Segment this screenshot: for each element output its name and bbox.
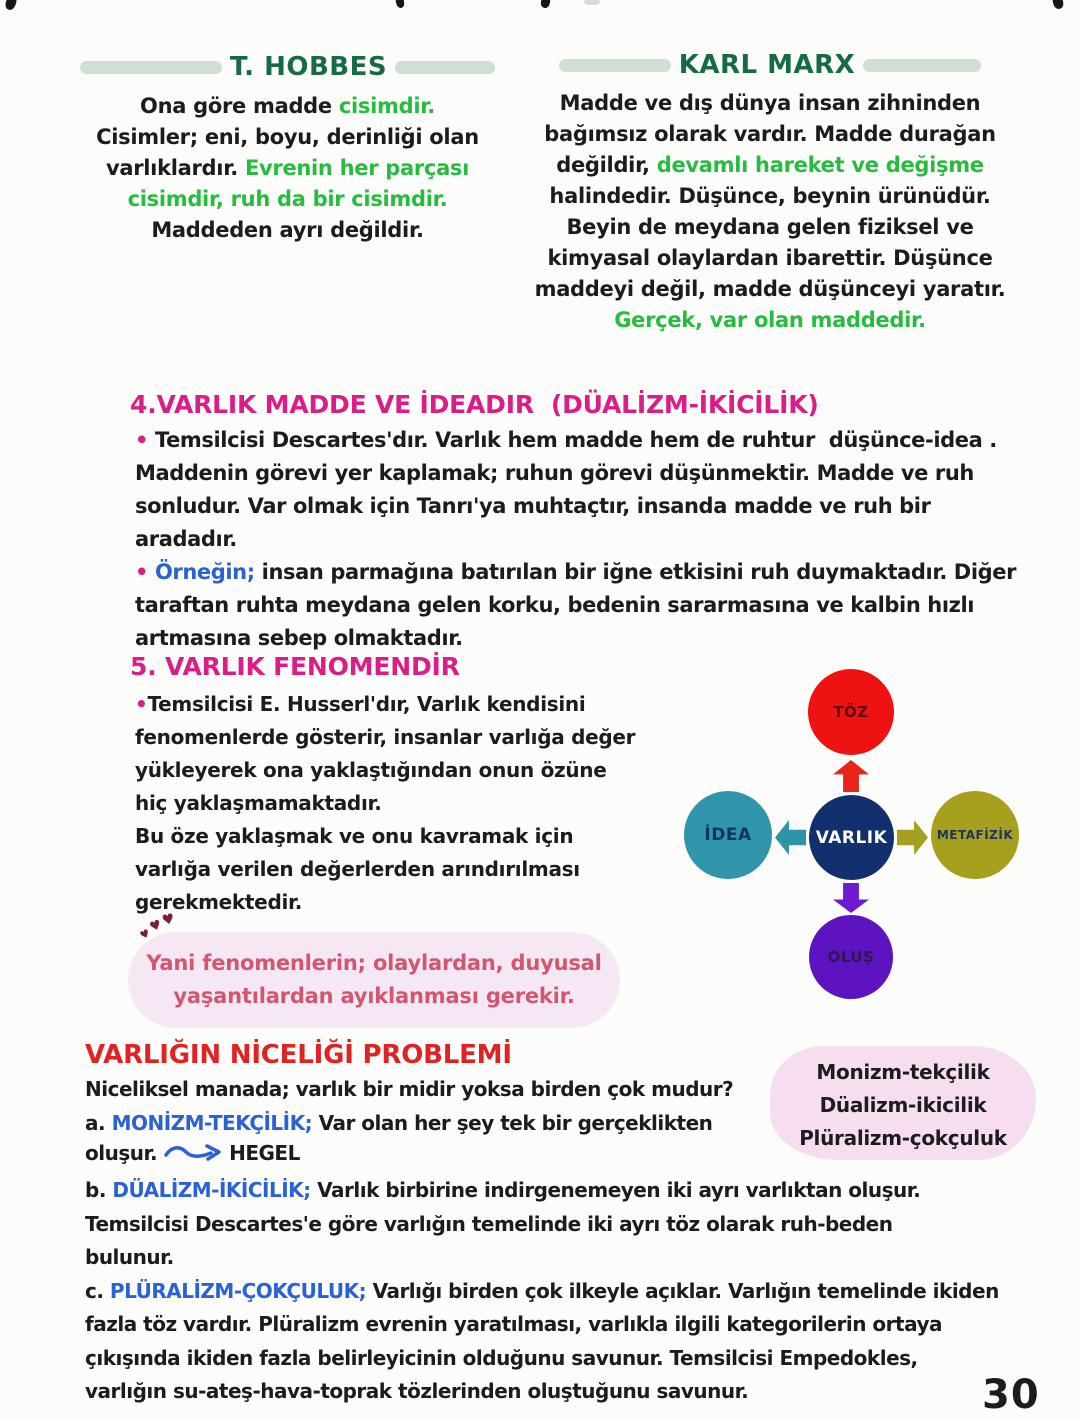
text-line bbox=[515, 88, 1025, 119]
text-line bbox=[135, 688, 635, 721]
text-segment: a. bbox=[85, 1110, 112, 1135]
heart-icon: ♥ bbox=[160, 910, 177, 930]
text-segment: cisimdir, ruh da bir cisimdir. bbox=[127, 187, 448, 211]
text-line bbox=[135, 589, 1016, 622]
text-segment: c. bbox=[85, 1278, 110, 1303]
text-line bbox=[135, 556, 1016, 589]
quantity-rest bbox=[85, 1174, 999, 1409]
text-line bbox=[85, 1174, 999, 1208]
text-segment: Monizm-tekçilik bbox=[816, 1060, 990, 1084]
isms-blob bbox=[770, 1046, 1036, 1160]
text-line bbox=[135, 754, 635, 787]
header-underline-right bbox=[395, 61, 495, 74]
text-segment: yaşantılardan ayıklanması gerekir. bbox=[173, 984, 575, 1008]
text-line bbox=[85, 1241, 999, 1275]
hegel-line-pre: oluşur. bbox=[85, 1141, 158, 1165]
text-segment: Madde ve dış dünya insan zihninden bbox=[559, 91, 981, 115]
text-segment: fenomenlerde gösterir, insanlar varlığa değer bbox=[135, 725, 636, 749]
text-line bbox=[55, 215, 520, 246]
text-line bbox=[515, 181, 1025, 212]
text-segment: Cisimler; eni, boyu, derinliği olan bbox=[96, 125, 479, 149]
diagram-node-idea bbox=[684, 791, 772, 879]
diagram-node-label: VARLIK bbox=[815, 827, 888, 848]
text-line bbox=[85, 1107, 733, 1141]
text-line bbox=[85, 1275, 999, 1309]
text-line bbox=[770, 1122, 1036, 1155]
text-segment: cisimdir. bbox=[338, 94, 435, 118]
text-segment: gerekmektedir. bbox=[135, 890, 303, 914]
arrow-right-icon bbox=[897, 820, 928, 855]
quantity-intro bbox=[85, 1073, 733, 1140]
text-segment: bulunur. bbox=[85, 1245, 174, 1269]
text-line bbox=[135, 424, 997, 457]
text-line bbox=[135, 820, 635, 853]
text-line bbox=[515, 274, 1025, 305]
heart-icon: ♥ bbox=[147, 917, 164, 936]
text-segment: varlıklardır. bbox=[105, 156, 245, 180]
text-line bbox=[55, 91, 520, 122]
text-line bbox=[135, 787, 635, 820]
text-line bbox=[135, 721, 635, 754]
text-line bbox=[85, 1342, 999, 1376]
hobbes-header bbox=[55, 52, 520, 82]
text-line bbox=[85, 1375, 999, 1409]
text-segment: devamlı hareket ve değişme bbox=[656, 153, 984, 177]
text-segment: Temsilcisi Descartes'e göre varlığın temelinde iki ayrı töz olarak ruh-beden bbox=[85, 1211, 893, 1236]
text-segment: • bbox=[135, 560, 155, 584]
text-segment: varlığın su-ateş-hava-toprak tözlerinden oluştuğunu savunur. bbox=[85, 1379, 749, 1403]
section5-heading: 5. VARLIK FENOMENDİR bbox=[130, 652, 460, 681]
stray-ink-mark bbox=[584, 0, 600, 5]
section4-paragraph-1 bbox=[135, 424, 997, 556]
hobbes-title: T. HOBBES bbox=[229, 52, 388, 82]
text-line bbox=[85, 1073, 733, 1107]
arrow-up-icon bbox=[833, 760, 869, 792]
text-segment: Maddeden ayrı değildir. bbox=[151, 218, 424, 242]
header-underline-right bbox=[863, 59, 981, 72]
text-segment: maddeyi değil, madde düşünceyi yaratır. bbox=[534, 277, 1006, 301]
section4-heading: 4.VARLIK MADDE VE İDEADIR (DÜALİZM-İKİCİLİK) bbox=[130, 390, 819, 419]
text-segment: Yani fenomenlerin; olaylardan, duyusal bbox=[146, 951, 602, 975]
text-line bbox=[128, 980, 620, 1013]
text-segment: Beyin de meydana gelen fiziksel ve bbox=[566, 215, 974, 239]
text-line bbox=[135, 457, 997, 490]
text-line bbox=[770, 1056, 1036, 1089]
text-segment: kimyasal olaylardan ibarettir. Düşünce bbox=[547, 246, 993, 270]
text-segment: DÜALİZM-İKİCİLİK; bbox=[112, 1178, 318, 1202]
note-text bbox=[128, 932, 620, 1013]
hegel-label: HEGEL bbox=[229, 1141, 300, 1165]
varlik-diagram bbox=[660, 650, 1080, 1040]
diagram-node-label: OLUŞ bbox=[827, 948, 875, 966]
text-line bbox=[770, 1089, 1036, 1122]
diagram-node-metafizik bbox=[931, 791, 1019, 879]
text-segment: Varlık birbirine indirgenemeyen iki ayrı varlıktan oluşur. bbox=[317, 1178, 921, 1202]
marx-header bbox=[515, 50, 1025, 80]
text-segment: Plüralizm-çokçuluk bbox=[799, 1126, 1007, 1150]
curvy-arrow-icon bbox=[163, 1142, 223, 1164]
diagram-node-label: METAFİZİK bbox=[936, 828, 1014, 842]
text-segment: hiç yaklaşmamaktadır. bbox=[135, 791, 382, 815]
diagram-node-label: İDEA bbox=[704, 825, 752, 845]
text-line bbox=[515, 212, 1025, 243]
text-segment: Niceliksel manada; varlık bir midir yoksa birden çok mudur? bbox=[85, 1077, 734, 1101]
diagram-node-toz bbox=[808, 669, 894, 755]
text-line bbox=[128, 947, 620, 980]
section5-paragraph bbox=[135, 688, 635, 919]
stray-ink-mark bbox=[4, 0, 18, 11]
text-line bbox=[55, 184, 520, 215]
text-segment: Varlığı birden çok ilkeyle açıklar. Varlığın temelinde ikiden bbox=[372, 1278, 999, 1303]
text-segment: insan parmağına batırılan bir iğne etkisini ruh duymaktadır. Diğer bbox=[261, 560, 1017, 584]
text-segment: varlığa verilen değerlerden arındırılması bbox=[135, 857, 580, 881]
stray-ink-mark bbox=[540, 0, 551, 9]
text-segment: fazla töz vardır. Plüralizm evrenin yaratılması, varlıkla ilgili kategorilerin ortaya bbox=[85, 1312, 943, 1336]
arrow-left-icon bbox=[775, 820, 806, 855]
hegel-line bbox=[85, 1141, 300, 1165]
hobbes-paragraph bbox=[55, 91, 520, 246]
text-segment: Düalizm-ikicilik bbox=[819, 1093, 987, 1117]
header-underline-left bbox=[559, 59, 671, 72]
text-segment: Var olan her şey tek bir gerçeklikten bbox=[318, 1110, 713, 1135]
text-segment: yükleyerek ona yaklaştığından onun özüne bbox=[135, 758, 607, 782]
text-line bbox=[85, 1208, 999, 1242]
page-number: 30 bbox=[982, 1372, 1040, 1418]
text-line bbox=[515, 305, 1025, 336]
text-segment: halindedir. Düşünce, beynin ürünüdür. bbox=[549, 184, 991, 208]
text-segment: Gerçek, var olan maddedir. bbox=[614, 308, 926, 332]
text-line bbox=[515, 243, 1025, 274]
diagram-node-label: TÖZ bbox=[833, 703, 869, 721]
header-underline-left bbox=[80, 61, 222, 74]
text-segment: Ona göre madde bbox=[140, 94, 339, 118]
text-line bbox=[55, 153, 520, 184]
text-segment: taraftan ruhta meydana gelen korku, bedenin sararmasına ve kalbin hızlı bbox=[135, 593, 975, 617]
stray-ink-mark bbox=[1051, 0, 1064, 10]
text-segment: b. bbox=[85, 1178, 113, 1202]
text-segment: çıkışında ikiden fazla belirleyicinin olduğunu savunur. Temsilcisi Empedokles, bbox=[85, 1345, 918, 1370]
text-line bbox=[55, 122, 520, 153]
text-segment: Evrenin her parçası bbox=[244, 156, 470, 180]
text-line bbox=[85, 1308, 999, 1342]
text-segment: Temsilcisi E. Husserl'dır, Varlık kendisini bbox=[147, 692, 586, 716]
stray-ink-mark bbox=[395, 0, 405, 9]
diagram-node-varlik bbox=[809, 795, 894, 880]
section4-paragraph-2 bbox=[135, 556, 1016, 655]
text-line bbox=[135, 886, 635, 919]
text-segment: • bbox=[135, 428, 155, 452]
text-segment: Bu öze yaklaşmak ve onu kavramak için bbox=[135, 824, 574, 848]
marx-section bbox=[515, 50, 1025, 336]
text-segment: değildir, bbox=[556, 153, 657, 177]
text-segment: aradadır. bbox=[135, 527, 237, 551]
text-segment: PLÜRALİZM-ÇOKÇULUK; bbox=[109, 1278, 373, 1303]
text-line bbox=[135, 853, 635, 886]
marx-paragraph bbox=[515, 88, 1025, 336]
quantity-heading: VARLIĞIN NİCELİĞİ PROBLEMİ bbox=[85, 1040, 512, 1070]
isms-text bbox=[770, 1046, 1036, 1155]
text-segment: Maddenin görevi yer kaplamak; ruhun görevi düşünmektir. Madde ve ruh bbox=[135, 461, 974, 485]
text-segment: artmasına sebep olmaktadır. bbox=[135, 626, 463, 650]
text-line bbox=[135, 523, 997, 556]
note-bubble bbox=[128, 932, 620, 1028]
text-segment: bağımsız olarak vardır. Madde durağan bbox=[544, 122, 996, 146]
arrow-down-icon bbox=[833, 883, 869, 913]
text-segment: sonludur. Var olmak için Tanrı'ya muhtaçtır, insanda madde ve ruh bir bbox=[135, 494, 931, 518]
text-line bbox=[135, 490, 997, 523]
text-segment: • bbox=[135, 692, 148, 716]
text-segment: MONİZM-TEKÇİLİK; bbox=[111, 1110, 319, 1135]
hobbes-section bbox=[55, 52, 520, 246]
text-segment: Örneğin; bbox=[154, 560, 262, 584]
heart-icon: ♥ bbox=[137, 926, 153, 943]
text-segment: Temsilcisi Descartes'dır. Varlık hem madde hem de ruhtur düşünce-idea . bbox=[154, 428, 997, 452]
text-line bbox=[515, 150, 1025, 181]
text-line bbox=[515, 119, 1025, 150]
marx-title: KARL MARX bbox=[678, 50, 856, 80]
diagram-node-olus bbox=[809, 915, 893, 999]
